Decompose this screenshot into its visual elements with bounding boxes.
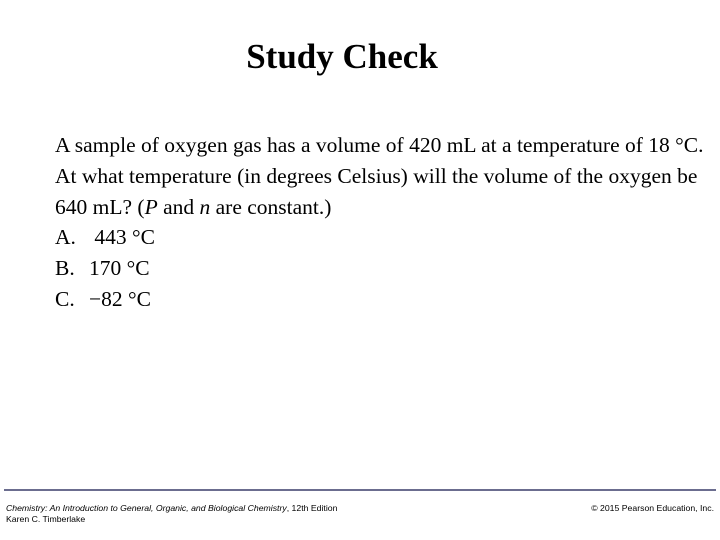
question-text-part-1: A sample of oxygen gas has a volume of 420 mL at a temperature of 18 °C. At what temperature (in degrees Celsius) will the volume of the oxygen be 640 mL? ( [55,133,704,219]
choice-letter: C. [55,287,75,311]
choice-b [55,253,155,284]
footer-author: Karen C. Timberlake [6,514,86,524]
footer-divider [4,489,716,491]
question-text-part-3: are constant.) [210,195,332,219]
footer-book-title: Chemistry: An Introduction to General, Organic, and Biological Chemistry [6,503,287,513]
choice-answer: 170 °C [89,256,150,280]
question-text-part-2: and [157,195,200,219]
choice-letter: B. [55,256,75,280]
choice-a [55,222,155,253]
answer-choices [55,222,155,315]
choice-answer: 443 °C [89,225,155,249]
choice-letter: A. [55,225,76,249]
slide-title: Study Check [246,37,438,76]
footer-copyright: © 2015 Pearson Education, Inc. [591,503,714,513]
variable-p: P [144,195,158,219]
variable-n: n [199,195,211,219]
question-block [55,130,705,223]
footer-edition: , 12th Edition [286,503,338,513]
question-text [55,130,705,223]
footer-citation [6,503,337,525]
choice-answer: −82 °C [89,287,151,311]
footer-book-line [6,503,337,514]
choice-c [55,284,155,315]
